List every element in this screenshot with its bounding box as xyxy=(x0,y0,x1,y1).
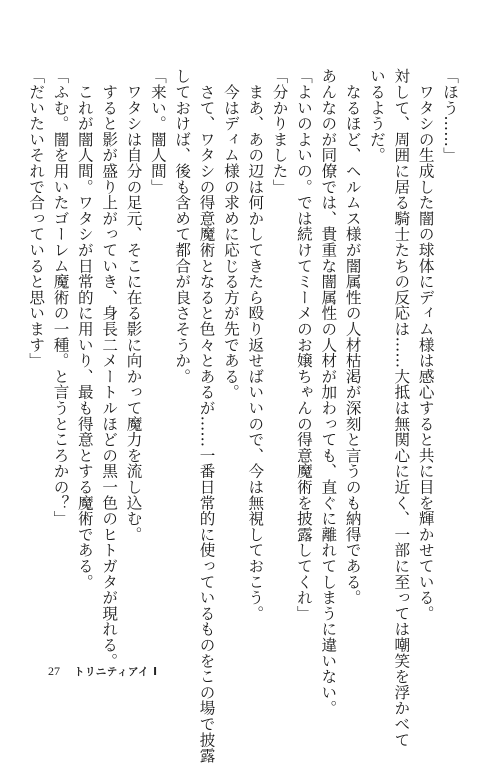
text-line: 「分かりました」 xyxy=(270,68,289,195)
text-line: 今はディム様の求めに応じる方が先である。 xyxy=(221,68,240,400)
text-line: ワタシの生成した闇の球体にディム様は感心すると共に目を輝かせている。 xyxy=(416,68,435,621)
text-line: 「よいのよいの。では続けてミーメのお嬢ちゃんの得意魔術を披露してくれ」 xyxy=(294,68,313,621)
text-line: すると影が盛り上がっていき、身長二メートルほどの黒一色のヒトガタが現れる。 xyxy=(100,68,119,669)
text-line: ワタシは自分の足元、そこに在る影に向かって魔力を流し込む。 xyxy=(124,68,143,542)
text-line: 「だいたいそれで合っていると思います」 xyxy=(27,68,46,369)
text-line: これが闇人間。ワタシが日常的に用いり、最も得意とする魔術である。 xyxy=(75,68,94,590)
text-line: 対して、周囲に居る騎士たちの反応は……大抵は無関心に近く、一部に至っては嘲笑を浮かべて xyxy=(392,68,411,748)
page-number: 27 xyxy=(48,664,60,678)
text-line: あんなのが同僚では、貴重な闇属性の人材が加わっても、直ぐに離れてしまうに違いない。 xyxy=(319,68,338,716)
text-line: なるほど、ヘルムス様が闇属性の人材枯渇が深刻と言うのも納得である。 xyxy=(343,68,362,606)
text-line: しておけば、後も含めて都合が良さそうか。 xyxy=(173,68,192,384)
text-line: 「ふむ。闇を用いたゴーレム魔術の一種。と言うところかの？」 xyxy=(51,68,70,527)
page-footer xyxy=(48,664,158,679)
text-line: まあ、あの辺は何かしてきたら殴り返せばいいので、今は無視しておこう。 xyxy=(246,68,265,621)
text-line: さて、ワタシの得意魔術となると色々とあるが……一番日常的に使っているものをこの場で披露 xyxy=(197,68,216,763)
text-line: 「ほう……」 xyxy=(441,68,459,163)
text-line: 「来い。闇人間」 xyxy=(148,68,167,195)
book-title: トリニティアイ Ⅰ xyxy=(74,666,158,678)
text-line: いるようだ。 xyxy=(367,68,386,163)
